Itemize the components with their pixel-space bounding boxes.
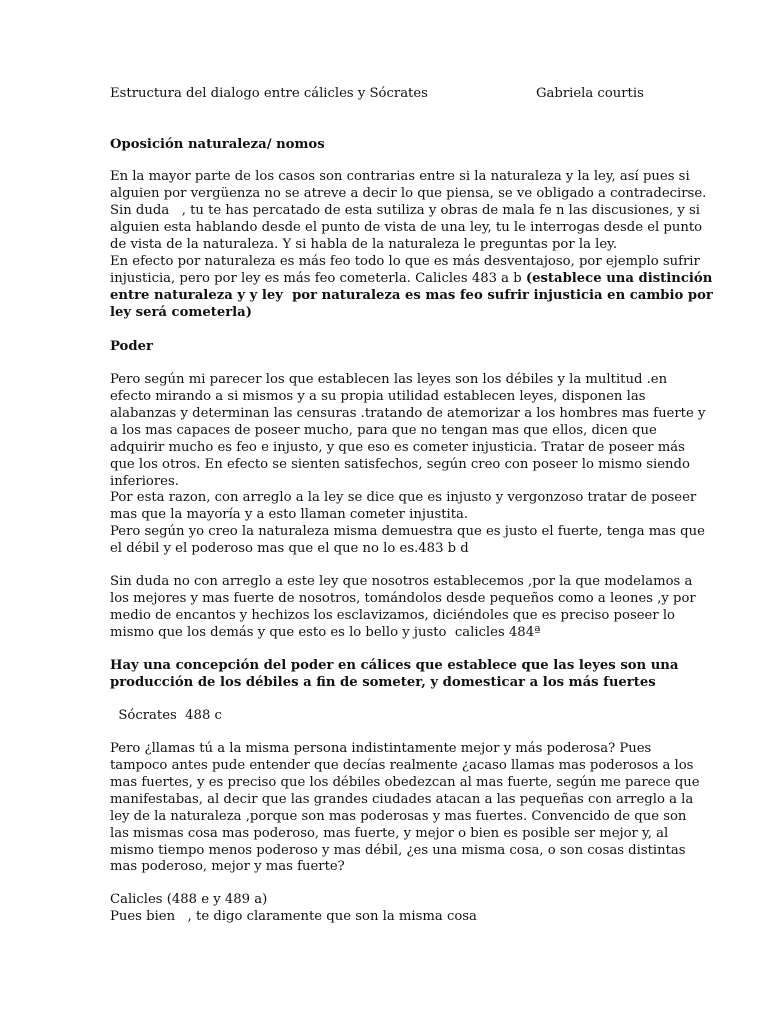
text-line: mismo tiempo menos poderoso y mas débil, ¿es una misma cosa, o son cosas distintas: [110, 843, 686, 858]
citation-calicles: Calicles (488 e y 489 a): [110, 892, 268, 907]
text-line: a los mas capaces de poseer mucho, para que no tengan mas que ellos, dicen que: [110, 423, 657, 438]
text-line: las mismas cosa mas poderoso, mas fuerte, y mejor o bien es posible ser mejor y, al: [110, 826, 669, 841]
text-line: Pero según mi parecer los que establecen las leyes son los débiles y la multitud .en: [110, 372, 668, 387]
text-line: Pues bien , te digo claramente que son la misma cosa: [110, 909, 477, 924]
text-line: los mejores y mas fuerte de nosotros, tomándolos desde pequeños como a leones ,y por: [110, 591, 696, 606]
text-line: Por esta razon, con arreglo a la ley se dice que es injusto y vergonzoso tratar de poseer: [110, 490, 697, 505]
citation-socrates: Sócrates 488 c: [110, 708, 222, 723]
bold-note: (establece una distinción: [525, 271, 713, 286]
bold-statement-line: producción de los débiles a fin de someter, y domesticar a los más fuertes: [110, 675, 656, 690]
text-span: injusticia, pero por ley es más feo cometerla. Calicles 483 a b: [110, 271, 526, 286]
text-line: medio de encantos y hechizos los esclavizamos, diciéndoles que es preciso poseer lo: [110, 608, 675, 623]
section-heading-oposicion: Oposición naturaleza/ nomos: [110, 137, 325, 152]
text-line: mas fuertes, y es preciso que los débiles obedezcan al mas fuerte, según me parece que: [110, 775, 700, 790]
text-line: manifestabas, al decir que las grandes ciudades atacan a las pequeñas con arreglo a la: [110, 792, 694, 807]
text-line: mas poderoso, mejor y mas fuerte?: [110, 859, 345, 874]
text-line: el débil y el poderoso mas que el que no lo es.483 b d: [110, 541, 469, 556]
text-line: que los otros. En efecto se sienten satisfechos, según creo con poseer lo mismo siendo: [110, 457, 690, 472]
text-line: de vista de la naturaleza. Y si habla de la naturaleza le preguntas por la ley.: [110, 237, 618, 252]
text-line: ley de la naturaleza ,porque son mas poderosas y mas fuertes. Convencido de que son: [110, 809, 687, 824]
text-line: inferiores.: [110, 474, 179, 489]
text-line: alguien esta hablando desde el punto de vista de una ley, tu le interrogas desde el punto: [110, 220, 703, 235]
text-line: [110, 271, 712, 288]
bold-statement-line: Hay una concepción del poder en cálices que establece que las leyes son una: [110, 658, 679, 673]
document-author: Gabriela courtis: [536, 86, 644, 101]
text-line: alguien por vergüenza no se atreve a decir lo que piensa, se ve obligado a contradecirse.: [110, 186, 707, 201]
text-line: mismo que los demás y que esto es lo bello y justo calicles 484ª: [110, 625, 541, 640]
section-heading-poder: Poder: [110, 339, 153, 354]
text-line: Sin duda no con arreglo a este ley que nosotros establecemos ,por la que modelamos a: [110, 574, 693, 589]
text-line: tampoco antes pude entender que decías realmente ¿acaso llamas mas poderosos a los: [110, 758, 694, 773]
text-line: mas que la mayoría y a esto llaman cometer injustita.: [110, 507, 469, 522]
text-line: Pero ¿llamas tú a la misma persona indistintamente mejor y más poderosa? Pues: [110, 741, 652, 756]
text-line: alabanzas y determinan las censuras .tratando de atemorizar a los hombres mas fuerte y: [110, 406, 706, 421]
document-title: Estructura del dialogo entre cálicles y Sócrates: [110, 86, 428, 101]
text-line: adquirir mucho es feo e injusto, y que eso es cometer injusticia. Tratar de poseer más: [110, 440, 685, 455]
text-line: efecto mirando a si mismos y a su propia utilidad establecen leyes, disponen las: [110, 389, 646, 404]
bold-note-line: ley será cometerla): [110, 305, 252, 320]
text-line: En efecto por naturaleza es más feo todo lo que es más desventajoso, por ejemplo sufrir: [110, 254, 700, 269]
text-line: Sin duda , tu te has percatado de esta sutiliza y obras de mala fe n las discusiones, y si: [110, 203, 700, 218]
text-line: Pero según yo creo la naturaleza misma demuestra que es justo el fuerte, tenga mas que: [110, 524, 705, 539]
text-line: En la mayor parte de los casos son contrarias entre si la naturaleza y la ley, así pues si: [110, 169, 690, 184]
bold-note-line: entre naturaleza y y ley por naturaleza es mas feo sufrir injusticia en cambio por: [110, 288, 713, 303]
